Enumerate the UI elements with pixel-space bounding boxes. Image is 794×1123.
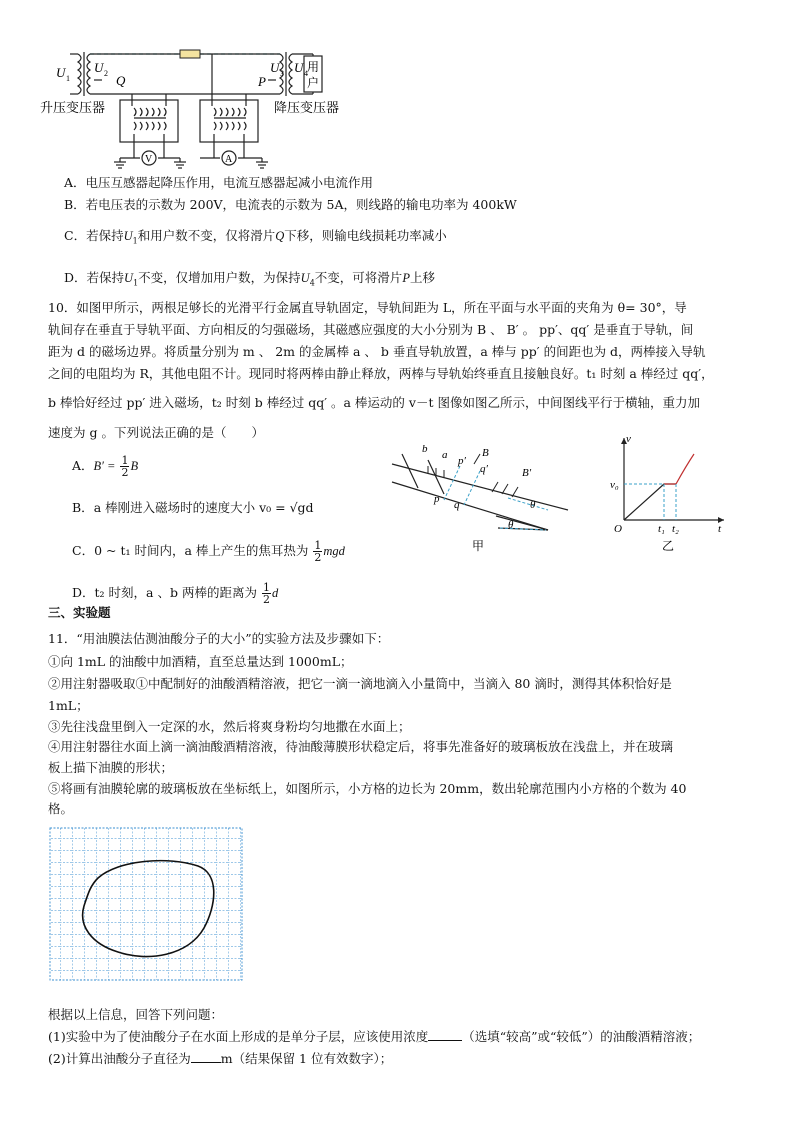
u1-sub: 1 [66,74,70,83]
q9-option-b: B．若电压表的示数为 200V，电流表的示数为 5A，则线路的输电功率为 400kW [64,197,517,212]
q10-option-a: A．B′ = $\frac{1}{2}$ B [72,454,139,479]
q11-intro: 11．“用油膜法估测油酸分子的大小”的实验方法及步骤如下： [48,631,390,646]
jia-q: q [454,499,460,511]
q10-option-b: B．a 棒刚进入磁场时的速度大小 v₀ = √gd [72,500,314,515]
inclined-rails-figure [388,436,574,556]
q-label: Q [116,73,126,88]
step-down-label: 降压变压器 [274,100,340,115]
u2-label: U [94,60,104,75]
q11-step-1: ①向 1mL 的油酸中加酒精，直至总量达到 1000mL； [48,654,353,669]
q9-option-d: D．若保持$U_1$不变，仅增加用户数，为保持$U_4$不变，可将滑片P上移 [64,270,435,288]
jia-B: B [482,447,489,459]
transformer-circuit-figure [40,44,360,172]
yi-o: O [614,523,622,535]
user-bottom: 户 [307,76,320,90]
yi-t2: t₂ [672,523,679,535]
oil-film-grid-figure [48,826,244,982]
u1-label: U [56,65,66,80]
q11-part-2: (2)计算出油酸分子直径为 m（结果保留 1 位有效数字）； [48,1051,393,1066]
yi-t1: t₁ [658,523,665,535]
q11-step-5b: 格。 [48,801,74,816]
q10-line-3: 距为 d 的磁场边界。将质量分别为 m 、 2m 的金属棒 a 、 b 垂直导轨放置，a 棒与 pp′ 的间距也为 d，两棒接入导轨 [48,344,706,359]
q10-line-1: 10．如图甲所示，两根足够长的光滑平行金属直导轨固定，导轨间距为 L，所在平面与水平面的夹角为 θ= 30°，导 [48,300,687,315]
jia-b: b [422,443,428,455]
q10-line-5: b 棒恰好经过 pp′ 进入磁场，t₂ 时刻 b 棒经过 qq′ 。a 棒运动的 v－t 图像如图乙所示，中间图线平行于横轴，重力加 [48,395,700,410]
q9-option-c: C．若保持$U_1$和用户数不变，仅将滑片Q下移，则输电线损耗功率减小 [64,228,447,246]
q11-step-4b: 板上描下油膜的形状； [48,760,174,775]
voltmeter-icon: V [145,154,153,165]
u3-sub: 3 [280,69,284,78]
yi-v0: v₀ [610,479,619,491]
q10-option-c: C．0 ~ t₁ 时间内，a 棒上产生的焦耳热为 $\frac{1}{2}$ mgd [72,539,345,564]
q10-line-6: 速度为 g 。下列说法正确的是（ ） [48,425,264,440]
u3-label: U [270,60,280,75]
u2-sub: 2 [104,69,108,78]
q11-step-4a: ④用注射器往水面上滴一滴油酸酒精溶液，待油酸薄膜形状稳定后，将事先准备好的玻璃板放在浅盘上，并在玻璃 [48,739,674,754]
yi-v: v [626,433,631,445]
q11-step-2b: 1mL； [48,698,89,713]
user-top: 用 [307,60,320,74]
ammeter-icon: A [225,154,233,165]
jia-theta-2: θ [508,519,514,531]
jia-theta-1: θ [530,499,536,511]
q11-step-2a: ②用注射器吸取①中配制好的油酸酒精溶液，把它一滴一滴地滴入小量筒中，当滴入 80 滴时，测得其体积恰好是 [48,676,672,691]
answer-blank-2[interactable] [191,1050,221,1063]
q11-step-5a: ⑤将画有油膜轮廓的玻璃板放在坐标纸上，如图所示，小方格的边长为 20mm，数出轮廓范围内小方格的个数为 40 [48,781,687,796]
answer-blank-1[interactable] [428,1028,462,1041]
jia-p: p [434,493,440,505]
u4-sub: 4 [304,69,308,78]
step-up-label: 升压变压器 [40,100,106,115]
jia-Bp: B′ [522,467,532,479]
q11-part-1: (1)实验中为了使油酸分子在水面上形成的是单分子层，应该使用浓度 （选填“较高”或“较低”）的油酸酒精溶液； [48,1029,701,1044]
q9-option-a: A．电压互感器起降压作用，电流互感器起减小电流作用 [64,175,374,190]
jia-a: a [442,449,448,461]
jia-caption: 甲 [472,539,485,553]
jia-pp: p′ [458,455,466,467]
q10-option-d: D．t₂ 时刻，a 、b 两棒的距离为 $\frac{1}{2}$ d [72,581,279,606]
section-title: 三、实验题 [48,605,111,620]
yi-t: t [718,523,722,535]
q10-line-4: 之间的电阻均为 R，其他电阻不计。现同时将两棒由静止释放，两棒与导轨始终垂直且接触良好。t₁ 时刻 a 棒经过 qq′， [48,366,714,381]
vt-graph-figure [606,432,734,556]
q10-line-2: 轨间存在垂直于导轨平面、方向相反的匀强磁场，其磁感应强度的大小分别为 B 、 B′ 。 pp′、qq′ 是垂直于导轨，间 [48,322,694,337]
p-label: P [258,74,266,89]
q11-info: 根据以上信息，回答下列问题： [48,1007,224,1022]
q11-step-3: ③先往浅盘里倒入一定深的水，然后将爽身粉均匀地撒在水面上； [48,719,411,734]
yi-caption: 乙 [662,539,675,553]
jia-qq: q′ [480,463,488,475]
u4-label: U [294,60,304,75]
